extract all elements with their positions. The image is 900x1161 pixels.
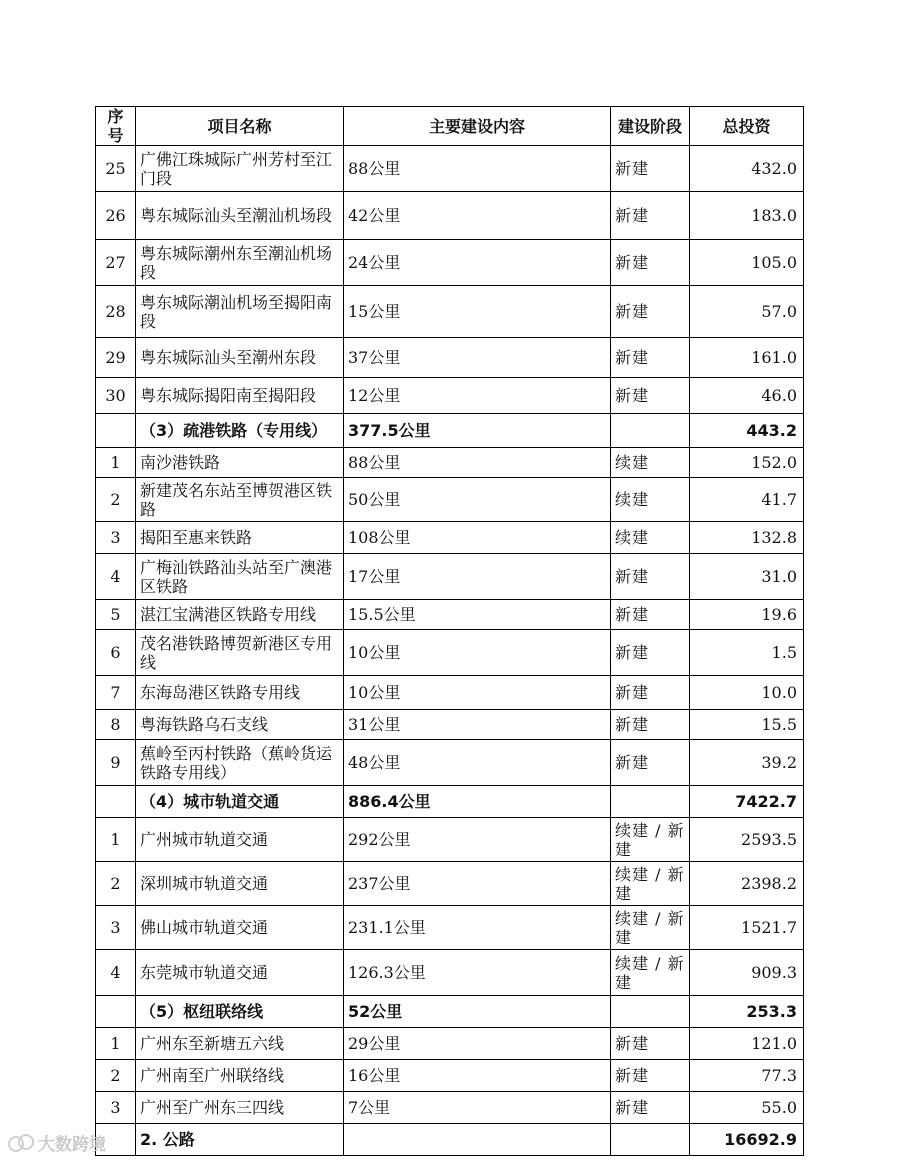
cell-content: 88公里 bbox=[344, 448, 611, 478]
cell-stage: 新建 bbox=[611, 600, 690, 630]
cell-content: 52公里 bbox=[344, 996, 611, 1028]
cell-name: 粤东城际汕头至潮汕机场段 bbox=[136, 192, 344, 240]
table-row bbox=[96, 630, 804, 676]
cell-content: 29公里 bbox=[344, 1028, 611, 1060]
cell-name: 蕉岭至丙村铁路（蕉岭货运铁路专用线） bbox=[136, 740, 344, 786]
cell-num: 7 bbox=[96, 676, 136, 710]
cell-stage bbox=[611, 414, 690, 448]
cell-name: 东莞城市轨道交通 bbox=[136, 950, 344, 996]
cell-name: 粤海铁路乌石支线 bbox=[136, 710, 344, 740]
cell-name: （5）枢纽联络线 bbox=[136, 996, 344, 1028]
cell-content: 17公里 bbox=[344, 554, 611, 600]
table-row bbox=[96, 478, 804, 522]
cell-content: 237公里 bbox=[344, 862, 611, 906]
header-stage: 建设阶段 bbox=[611, 107, 690, 146]
cell-name: 广州城市轨道交通 bbox=[136, 818, 344, 862]
watermark-text: 大数跨境 bbox=[38, 1135, 106, 1155]
cell-stage: 续建 / 新建 bbox=[611, 906, 690, 950]
cell-investment: 41.7 bbox=[690, 478, 804, 522]
cell-investment: 19.6 bbox=[690, 600, 804, 630]
table-row bbox=[96, 448, 804, 478]
table-row bbox=[96, 1028, 804, 1060]
cell-stage: 续建 bbox=[611, 522, 690, 554]
cell-content: 88公里 bbox=[344, 146, 611, 192]
cell-num: 4 bbox=[96, 950, 136, 996]
cell-num: 6 bbox=[96, 630, 136, 676]
header-content: 主要建设内容 bbox=[344, 107, 611, 146]
cell-investment: 1.5 bbox=[690, 630, 804, 676]
cell-num: 3 bbox=[96, 1092, 136, 1124]
cell-stage: 新建 bbox=[611, 676, 690, 710]
cell-name: 粤东城际揭阳南至揭阳段 bbox=[136, 378, 344, 414]
table-row bbox=[96, 554, 804, 600]
cell-num: 29 bbox=[96, 338, 136, 378]
cell-investment: 39.2 bbox=[690, 740, 804, 786]
cell-content: 16公里 bbox=[344, 1060, 611, 1092]
cell-num: 1 bbox=[96, 448, 136, 478]
cell-content: 37公里 bbox=[344, 338, 611, 378]
cell-name: 广州至广州东三四线 bbox=[136, 1092, 344, 1124]
table-header-row bbox=[96, 107, 804, 146]
cell-name: 东海岛港区铁路专用线 bbox=[136, 676, 344, 710]
cell-name: 粤东城际潮汕机场至揭阳南段 bbox=[136, 286, 344, 338]
project-table bbox=[95, 106, 804, 1156]
cell-investment: 2593.5 bbox=[690, 818, 804, 862]
cell-name: 粤东城际潮州东至潮汕机场段 bbox=[136, 240, 344, 286]
watermark-logo-icon bbox=[8, 1132, 34, 1154]
cell-content: 12公里 bbox=[344, 378, 611, 414]
cell-investment: 121.0 bbox=[690, 1028, 804, 1060]
cell-stage: 新建 bbox=[611, 1028, 690, 1060]
cell-investment: 132.8 bbox=[690, 522, 804, 554]
table-row bbox=[96, 192, 804, 240]
cell-stage: 新建 bbox=[611, 192, 690, 240]
cell-num: 2 bbox=[96, 1060, 136, 1092]
table-body bbox=[96, 146, 804, 1156]
cell-investment: 16692.9 bbox=[690, 1124, 804, 1156]
cell-name: 茂名港铁路博贺新港区专用线 bbox=[136, 630, 344, 676]
table-row bbox=[96, 1060, 804, 1092]
cell-stage bbox=[611, 786, 690, 818]
cell-content: 108公里 bbox=[344, 522, 611, 554]
cell-stage: 续建 bbox=[611, 448, 690, 478]
cell-num bbox=[96, 996, 136, 1028]
cell-stage: 续建 / 新建 bbox=[611, 950, 690, 996]
cell-stage: 新建 bbox=[611, 378, 690, 414]
cell-stage: 新建 bbox=[611, 286, 690, 338]
cell-investment: 15.5 bbox=[690, 710, 804, 740]
cell-num: 5 bbox=[96, 600, 136, 630]
table-row bbox=[96, 338, 804, 378]
cell-stage: 新建 bbox=[611, 710, 690, 740]
cell-investment: 152.0 bbox=[690, 448, 804, 478]
watermark bbox=[8, 1130, 106, 1155]
cell-num: 3 bbox=[96, 522, 136, 554]
cell-investment: 183.0 bbox=[690, 192, 804, 240]
section-row bbox=[96, 1124, 804, 1156]
cell-num: 30 bbox=[96, 378, 136, 414]
cell-investment: 2398.2 bbox=[690, 862, 804, 906]
table-row bbox=[96, 906, 804, 950]
cell-investment: 77.3 bbox=[690, 1060, 804, 1092]
table-row bbox=[96, 818, 804, 862]
cell-name: 2. 公路 bbox=[136, 1124, 344, 1156]
table-row bbox=[96, 676, 804, 710]
cell-stage: 新建 bbox=[611, 146, 690, 192]
cell-num: 1 bbox=[96, 1028, 136, 1060]
cell-investment: 161.0 bbox=[690, 338, 804, 378]
cell-content bbox=[344, 1124, 611, 1156]
section-row bbox=[96, 996, 804, 1028]
cell-content: 10公里 bbox=[344, 676, 611, 710]
cell-investment: 253.3 bbox=[690, 996, 804, 1028]
table-row bbox=[96, 600, 804, 630]
cell-investment: 1521.7 bbox=[690, 906, 804, 950]
cell-content: 377.5公里 bbox=[344, 414, 611, 448]
table-row bbox=[96, 950, 804, 996]
cell-name: 广佛江珠城际广州芳村至江门段 bbox=[136, 146, 344, 192]
cell-num: 4 bbox=[96, 554, 136, 600]
cell-name: 深圳城市轨道交通 bbox=[136, 862, 344, 906]
cell-stage: 新建 bbox=[611, 338, 690, 378]
table-row bbox=[96, 378, 804, 414]
cell-investment: 31.0 bbox=[690, 554, 804, 600]
cell-investment: 432.0 bbox=[690, 146, 804, 192]
section-row bbox=[96, 786, 804, 818]
header-investment: 总投资 bbox=[690, 107, 804, 146]
cell-stage: 续建 bbox=[611, 478, 690, 522]
cell-content: 24公里 bbox=[344, 240, 611, 286]
cell-stage: 新建 bbox=[611, 554, 690, 600]
cell-stage bbox=[611, 996, 690, 1028]
cell-stage bbox=[611, 1124, 690, 1156]
cell-content: 10公里 bbox=[344, 630, 611, 676]
cell-num: 3 bbox=[96, 906, 136, 950]
table-row bbox=[96, 522, 804, 554]
cell-name: （3）疏港铁路（专用线） bbox=[136, 414, 344, 448]
cell-investment: 46.0 bbox=[690, 378, 804, 414]
table-row bbox=[96, 862, 804, 906]
header-name: 项目名称 bbox=[136, 107, 344, 146]
cell-content: 31公里 bbox=[344, 710, 611, 740]
cell-name: 广梅汕铁路汕头站至广澳港区铁路 bbox=[136, 554, 344, 600]
cell-num: 25 bbox=[96, 146, 136, 192]
cell-stage: 新建 bbox=[611, 1092, 690, 1124]
cell-stage: 续建 / 新建 bbox=[611, 818, 690, 862]
cell-stage: 新建 bbox=[611, 240, 690, 286]
cell-investment: 909.3 bbox=[690, 950, 804, 996]
table-row bbox=[96, 710, 804, 740]
cell-investment: 10.0 bbox=[690, 676, 804, 710]
cell-content: 15公里 bbox=[344, 286, 611, 338]
table-row bbox=[96, 1092, 804, 1124]
cell-num: 9 bbox=[96, 740, 136, 786]
cell-content: 7公里 bbox=[344, 1092, 611, 1124]
cell-content: 48公里 bbox=[344, 740, 611, 786]
cell-investment: 57.0 bbox=[690, 286, 804, 338]
table-row bbox=[96, 146, 804, 192]
cell-name: 佛山城市轨道交通 bbox=[136, 906, 344, 950]
cell-num bbox=[96, 414, 136, 448]
table-row bbox=[96, 240, 804, 286]
cell-name: 广州东至新塘五六线 bbox=[136, 1028, 344, 1060]
cell-name: 新建茂名东站至博贺港区铁路 bbox=[136, 478, 344, 522]
cell-num: 26 bbox=[96, 192, 136, 240]
cell-investment: 443.2 bbox=[690, 414, 804, 448]
cell-num: 2 bbox=[96, 478, 136, 522]
cell-investment: 55.0 bbox=[690, 1092, 804, 1124]
section-row bbox=[96, 414, 804, 448]
cell-stage: 新建 bbox=[611, 1060, 690, 1092]
cell-num: 2 bbox=[96, 862, 136, 906]
cell-content: 231.1公里 bbox=[344, 906, 611, 950]
cell-num: 28 bbox=[96, 286, 136, 338]
cell-content: 42公里 bbox=[344, 192, 611, 240]
cell-content: 886.4公里 bbox=[344, 786, 611, 818]
cell-name: 广州南至广州联络线 bbox=[136, 1060, 344, 1092]
cell-content: 292公里 bbox=[344, 818, 611, 862]
cell-num: 1 bbox=[96, 818, 136, 862]
cell-stage: 新建 bbox=[611, 740, 690, 786]
cell-num: 27 bbox=[96, 240, 136, 286]
cell-name: 揭阳至惠来铁路 bbox=[136, 522, 344, 554]
cell-content: 15.5公里 bbox=[344, 600, 611, 630]
cell-name: （4）城市轨道交通 bbox=[136, 786, 344, 818]
cell-investment: 7422.7 bbox=[690, 786, 804, 818]
table-row bbox=[96, 740, 804, 786]
cell-stage: 续建 / 新建 bbox=[611, 862, 690, 906]
cell-content: 50公里 bbox=[344, 478, 611, 522]
cell-name: 湛江宝满港区铁路专用线 bbox=[136, 600, 344, 630]
cell-stage: 新建 bbox=[611, 630, 690, 676]
cell-name: 南沙港铁路 bbox=[136, 448, 344, 478]
cell-num: 8 bbox=[96, 710, 136, 740]
header-num: 序号 bbox=[96, 107, 136, 146]
table-row bbox=[96, 286, 804, 338]
cell-content: 126.3公里 bbox=[344, 950, 611, 996]
cell-investment: 105.0 bbox=[690, 240, 804, 286]
cell-num bbox=[96, 786, 136, 818]
cell-name: 粤东城际汕头至潮州东段 bbox=[136, 338, 344, 378]
